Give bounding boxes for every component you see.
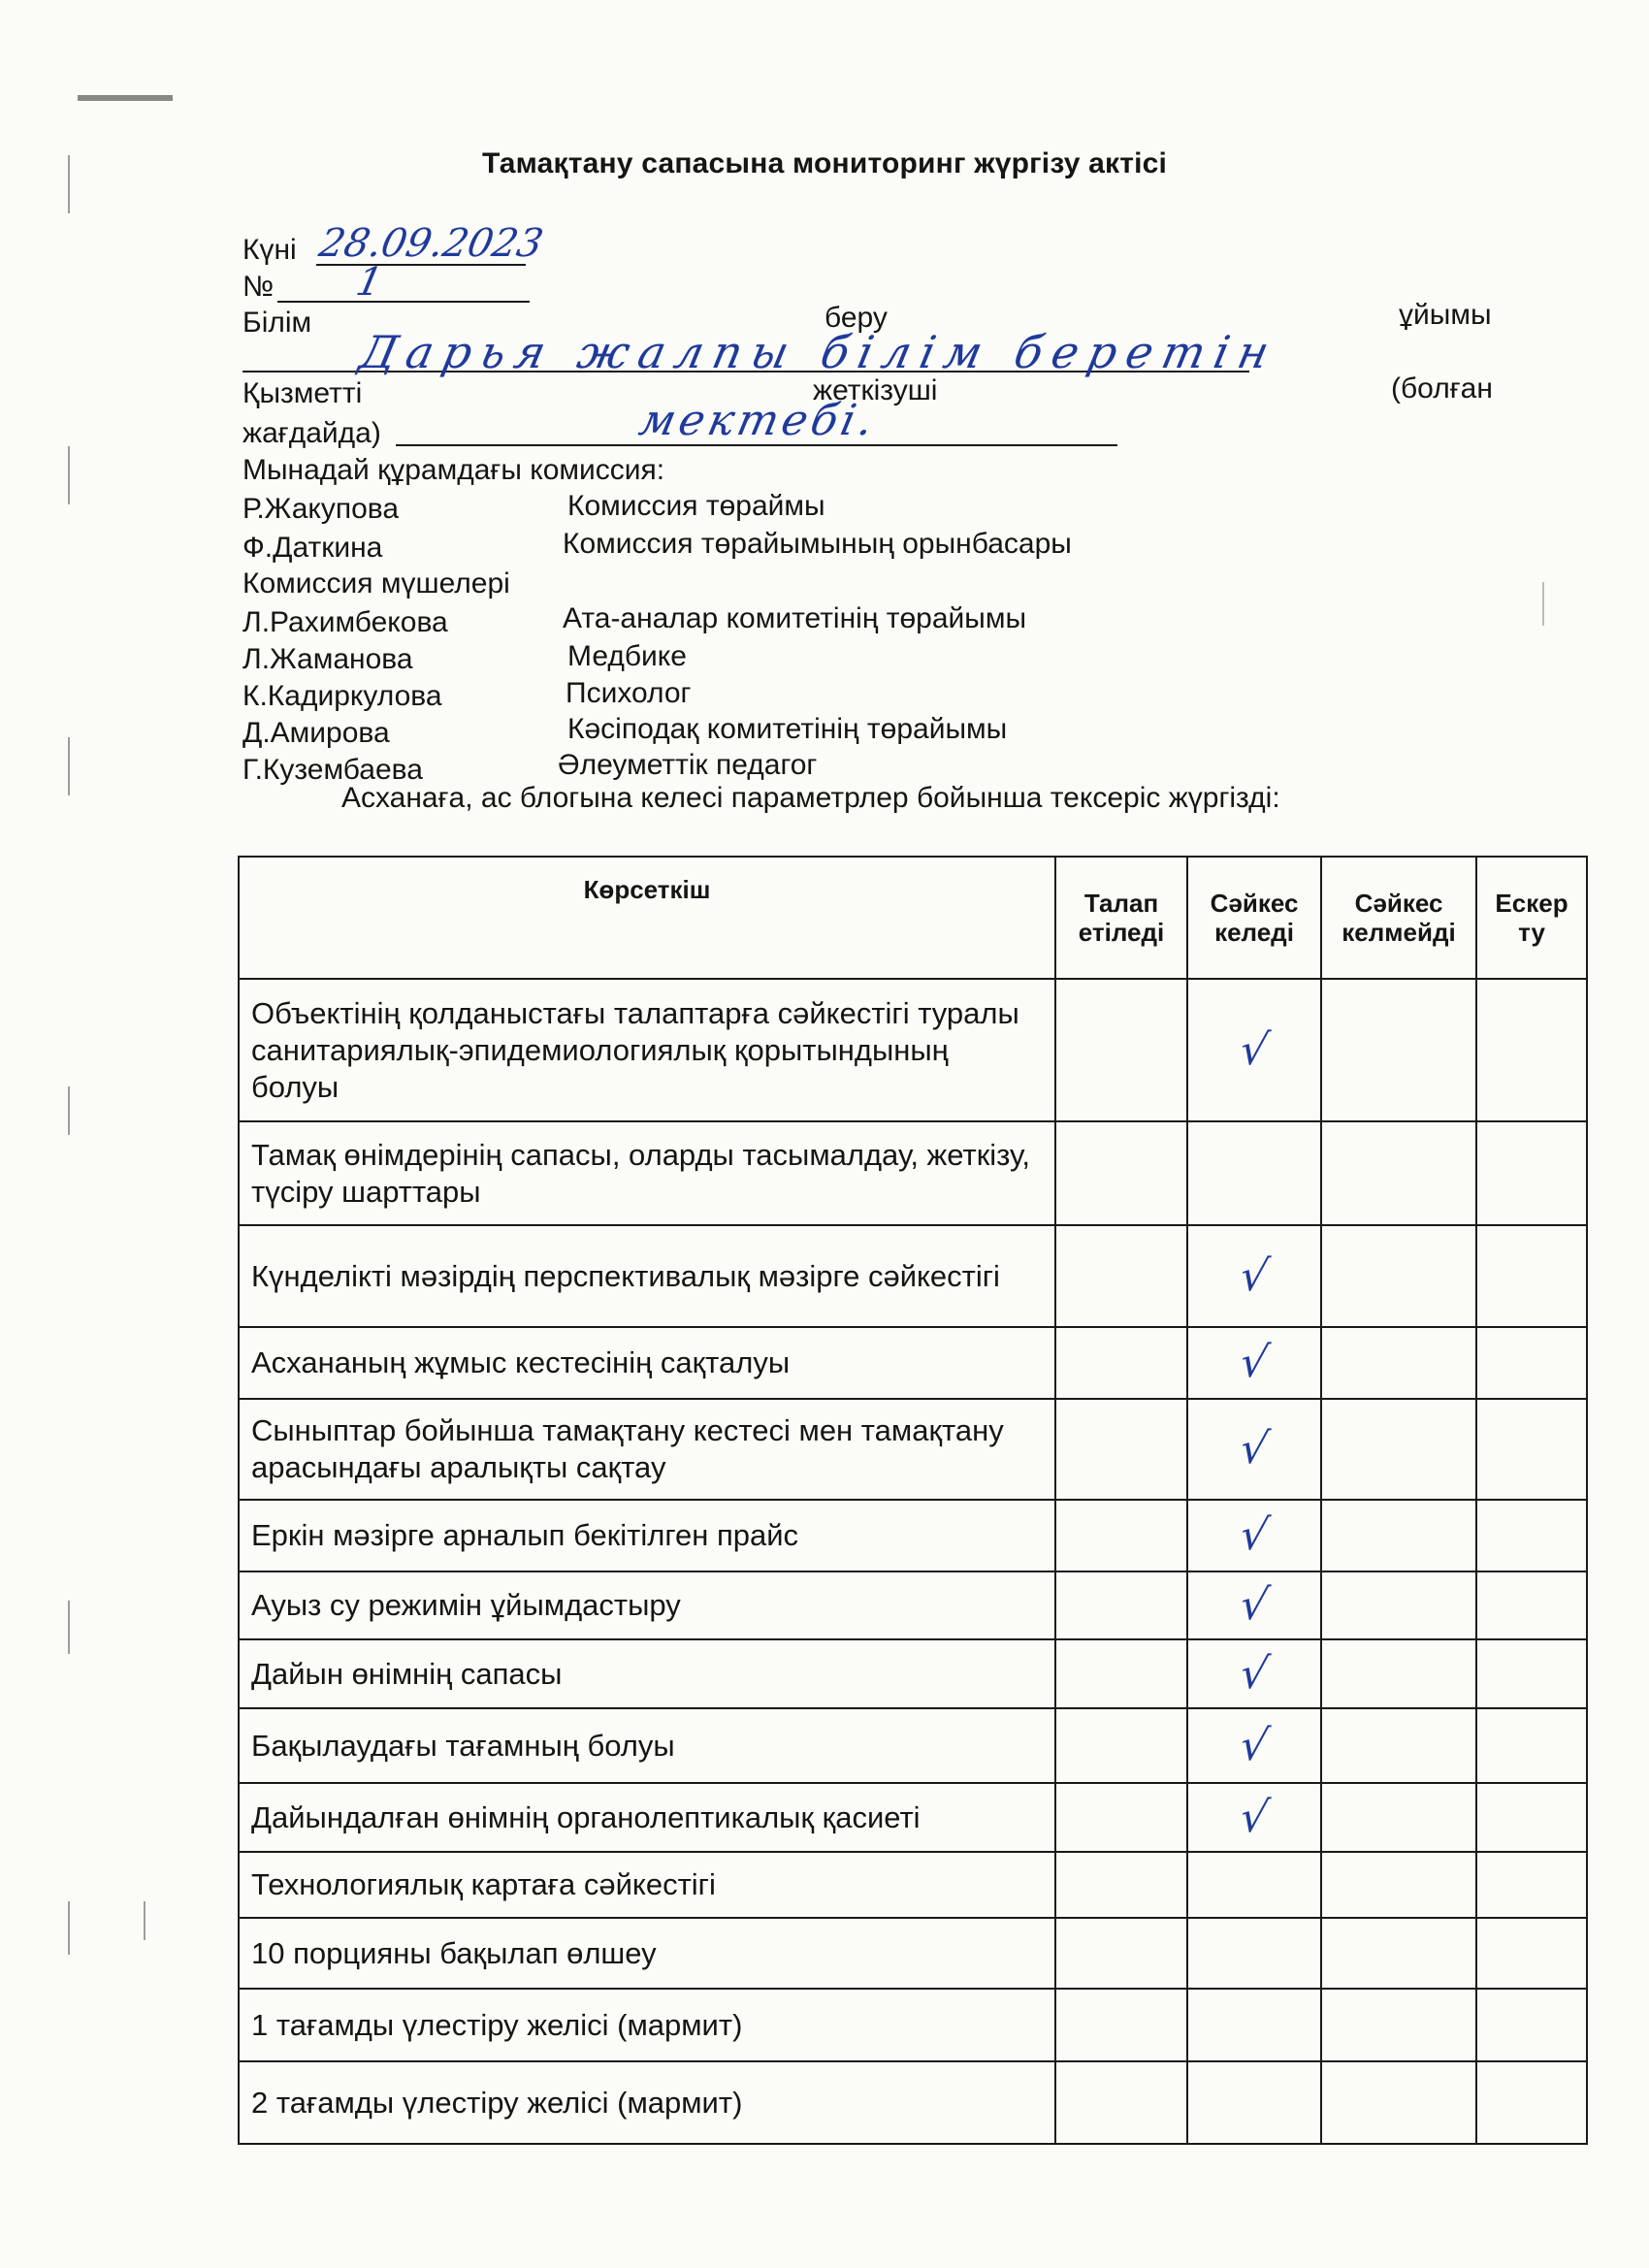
scan-artifact-left-line	[68, 1086, 70, 1135]
scan-artifact-left-line	[68, 446, 70, 504]
members-heading: Комиссия мүшелері	[242, 567, 510, 599]
header-note: Ескер ту	[1476, 857, 1587, 979]
note-cell	[1476, 1500, 1587, 1571]
member-role: Кәсіподақ комитетінің төрайымы	[567, 713, 1008, 745]
check-mark-icon: √	[1236, 1580, 1273, 1630]
compliant-cell	[1187, 1708, 1321, 1783]
provider-label-2: жеткізуші	[813, 374, 938, 406]
commission-role: Комиссия төрайымының орынбасары	[563, 528, 1072, 560]
scan-artifact-left-line	[144, 1901, 146, 1940]
indicator-cell: 1 тағамды үлестіру желісі (мармит)	[239, 1989, 1055, 2061]
table-body	[239, 979, 1587, 2144]
scan-artifact-right-line	[1542, 582, 1544, 626]
noncompliant-cell	[1321, 1989, 1476, 2061]
provider-label-1: Қызметті	[242, 377, 363, 409]
inspection-table	[238, 856, 1588, 2145]
noncompliant-cell	[1321, 2061, 1476, 2144]
member-name: Д.Амирова	[242, 717, 390, 749]
member-name: К.Кадиркулова	[242, 680, 442, 712]
scan-artifact-left-line	[68, 1901, 70, 1955]
note-cell	[1476, 1571, 1587, 1639]
noncompliant-cell	[1321, 1327, 1476, 1399]
noncompliant-cell	[1321, 1225, 1476, 1327]
table-row	[239, 1327, 1587, 1399]
note-cell	[1476, 1121, 1587, 1225]
compliant-cell	[1187, 1121, 1321, 1225]
noncompliant-cell	[1321, 1918, 1476, 1989]
scan-artifact-left-line	[68, 737, 70, 795]
member-name: Л.Рахимбекова	[242, 606, 448, 638]
required-cell	[1055, 1989, 1187, 2061]
org-label-3: ұйымы	[1399, 299, 1492, 331]
indicator-cell: Дайындалған өнімнің органолептикалық қасиеті	[239, 1783, 1055, 1852]
compliant-cell	[1187, 1225, 1321, 1327]
check-mark-icon: √	[1236, 1024, 1273, 1075]
required-cell	[1055, 1327, 1187, 1399]
header-noncompliant: Сәйкес келмейді	[1321, 857, 1476, 979]
note-cell	[1476, 1852, 1587, 1918]
compliant-cell	[1187, 1918, 1321, 1989]
table-row	[239, 1852, 1587, 1918]
table-row	[239, 979, 1587, 1121]
header-compliant: Сәйкес келеді	[1187, 857, 1321, 979]
noncompliant-cell	[1321, 1852, 1476, 1918]
required-cell	[1055, 1639, 1187, 1708]
compliant-cell	[1187, 2061, 1321, 2144]
indicator-cell: Тамақ өнімдерінің сапасы, оларды тасымалдау, жеткізу, түсіру шарттары	[239, 1121, 1055, 1225]
table-row	[239, 1500, 1587, 1571]
indicator-cell: Технологиялық картаға сәйкестігі	[239, 1852, 1055, 1918]
required-cell	[1055, 1918, 1187, 1989]
member-role: Ата-аналар комитетінің төрайымы	[563, 602, 1027, 634]
date-label: Күні	[242, 234, 297, 266]
note-cell	[1476, 1989, 1587, 2061]
indicator-cell: Бақылаудағы тағамның болуы	[239, 1708, 1055, 1783]
provider-label-4: жағдайда)	[242, 417, 381, 449]
compliant-cell	[1187, 979, 1321, 1121]
indicator-cell: 2 тағамды үлестіру желісі (мармит)	[239, 2061, 1055, 2144]
indicator-cell: Сыныптар бойынша тамақтану кестесі мен тамақтану арасындағы аралықты сақтау	[239, 1399, 1055, 1500]
required-cell	[1055, 1708, 1187, 1783]
provider-value: мектебі.	[634, 396, 882, 445]
indicator-cell: Объектінің қолданыстағы талаптарға сәйкестігі туралы санитариялық-эпидемиологиялық қорытындының болуы	[239, 979, 1055, 1121]
member-name: Л.Жаманова	[242, 643, 413, 675]
header-indicator: Көрсеткіш	[239, 857, 1055, 979]
number-value: 1	[352, 260, 387, 305]
scan-artifact-left-line	[68, 1601, 70, 1654]
table-row	[239, 1783, 1587, 1852]
required-cell	[1055, 1783, 1187, 1852]
table-row	[239, 1708, 1587, 1783]
note-cell	[1476, 1225, 1587, 1327]
note-cell	[1476, 1639, 1587, 1708]
required-cell	[1055, 1571, 1187, 1639]
table-row	[239, 1225, 1587, 1327]
indicator-cell: Күнделікті мәзірдің перспективалық мәзірге сәйкестігі	[239, 1225, 1055, 1327]
indicator-cell: Дайын өнімнің сапасы	[239, 1639, 1055, 1708]
org-label-1: Білім	[242, 307, 312, 339]
member-name: Г.Кузембаева	[242, 754, 423, 786]
check-mark-icon: √	[1236, 1720, 1273, 1770]
noncompliant-cell	[1321, 1783, 1476, 1852]
commission-intro: Мынадай құрамдағы комиссия:	[242, 454, 665, 486]
org-label-2: беру	[824, 302, 888, 334]
required-cell	[1055, 1121, 1187, 1225]
note-cell	[1476, 979, 1587, 1121]
note-cell	[1476, 1708, 1587, 1783]
check-mark-icon: √	[1236, 1648, 1273, 1699]
date-value: 28.09.2023	[315, 221, 547, 266]
note-cell	[1476, 1327, 1587, 1399]
indicator-cell: Еркін мәзірге арналып бекітілген прайс	[239, 1500, 1055, 1571]
header-required: Талап етіледі	[1055, 857, 1187, 979]
check-mark-icon: √	[1236, 1250, 1273, 1301]
member-role: Әлеуметтік педагог	[558, 749, 818, 781]
table-row	[239, 1571, 1587, 1639]
table-row	[239, 2061, 1587, 2144]
compliant-cell	[1187, 1500, 1321, 1571]
compliant-cell	[1187, 1327, 1321, 1399]
required-cell	[1055, 1852, 1187, 1918]
commission-name: Ф.Даткина	[242, 532, 383, 564]
check-mark-icon: √	[1236, 1424, 1273, 1474]
compliant-cell	[1187, 1989, 1321, 2061]
required-cell	[1055, 1225, 1187, 1327]
compliant-cell	[1187, 1571, 1321, 1639]
indicator-cell: Асхананың жұмыс кестесінің сақталуы	[239, 1327, 1055, 1399]
required-cell	[1055, 979, 1187, 1121]
org-value: Дарья жалпы білім беретін	[355, 326, 1284, 378]
noncompliant-cell	[1321, 1639, 1476, 1708]
check-mark-icon: √	[1236, 1338, 1273, 1387]
scan-artifact-top-bar	[78, 95, 173, 101]
note-cell	[1476, 2061, 1587, 2144]
inspection-intro: Асханаға, ас блогына келесі параметрлер бойынша тексеріс жүргізді:	[341, 782, 1280, 814]
noncompliant-cell	[1321, 1571, 1476, 1639]
compliant-cell	[1187, 1399, 1321, 1500]
compliant-cell	[1187, 1783, 1321, 1852]
member-role: Медбике	[567, 640, 687, 672]
note-cell	[1476, 1399, 1587, 1500]
required-cell	[1055, 1500, 1187, 1571]
table-row	[239, 1639, 1587, 1708]
member-role: Психолог	[566, 677, 692, 709]
noncompliant-cell	[1321, 979, 1476, 1121]
indicator-cell: Ауыз су режимін ұйымдастыру	[239, 1571, 1055, 1639]
note-cell	[1476, 1918, 1587, 1989]
compliant-cell	[1187, 1639, 1321, 1708]
table-row	[239, 1121, 1587, 1225]
compliant-cell	[1187, 1852, 1321, 1918]
table-row	[239, 1918, 1587, 1989]
noncompliant-cell	[1321, 1399, 1476, 1500]
table-row	[239, 1399, 1587, 1500]
required-cell	[1055, 1399, 1187, 1500]
note-cell	[1476, 1783, 1587, 1852]
document-title: Тамақтану сапасына мониторинг жүргізу актісі	[481, 147, 1168, 179]
noncompliant-cell	[1321, 1708, 1476, 1783]
check-mark-icon: √	[1236, 1792, 1273, 1842]
number-label: №	[242, 271, 275, 303]
noncompliant-cell	[1321, 1121, 1476, 1225]
table-row	[239, 1989, 1587, 2061]
check-mark-icon: √	[1236, 1510, 1273, 1560]
provider-label-3: (болған	[1391, 373, 1493, 405]
commission-name: Р.Жакупова	[242, 493, 400, 525]
required-cell	[1055, 2061, 1187, 2144]
noncompliant-cell	[1321, 1500, 1476, 1571]
table-header-row	[239, 857, 1587, 979]
number-underline	[277, 301, 530, 303]
indicator-cell: 10 порцияны бақылап өлшеу	[239, 1918, 1055, 1989]
commission-role: Комиссия төраймы	[567, 490, 825, 522]
